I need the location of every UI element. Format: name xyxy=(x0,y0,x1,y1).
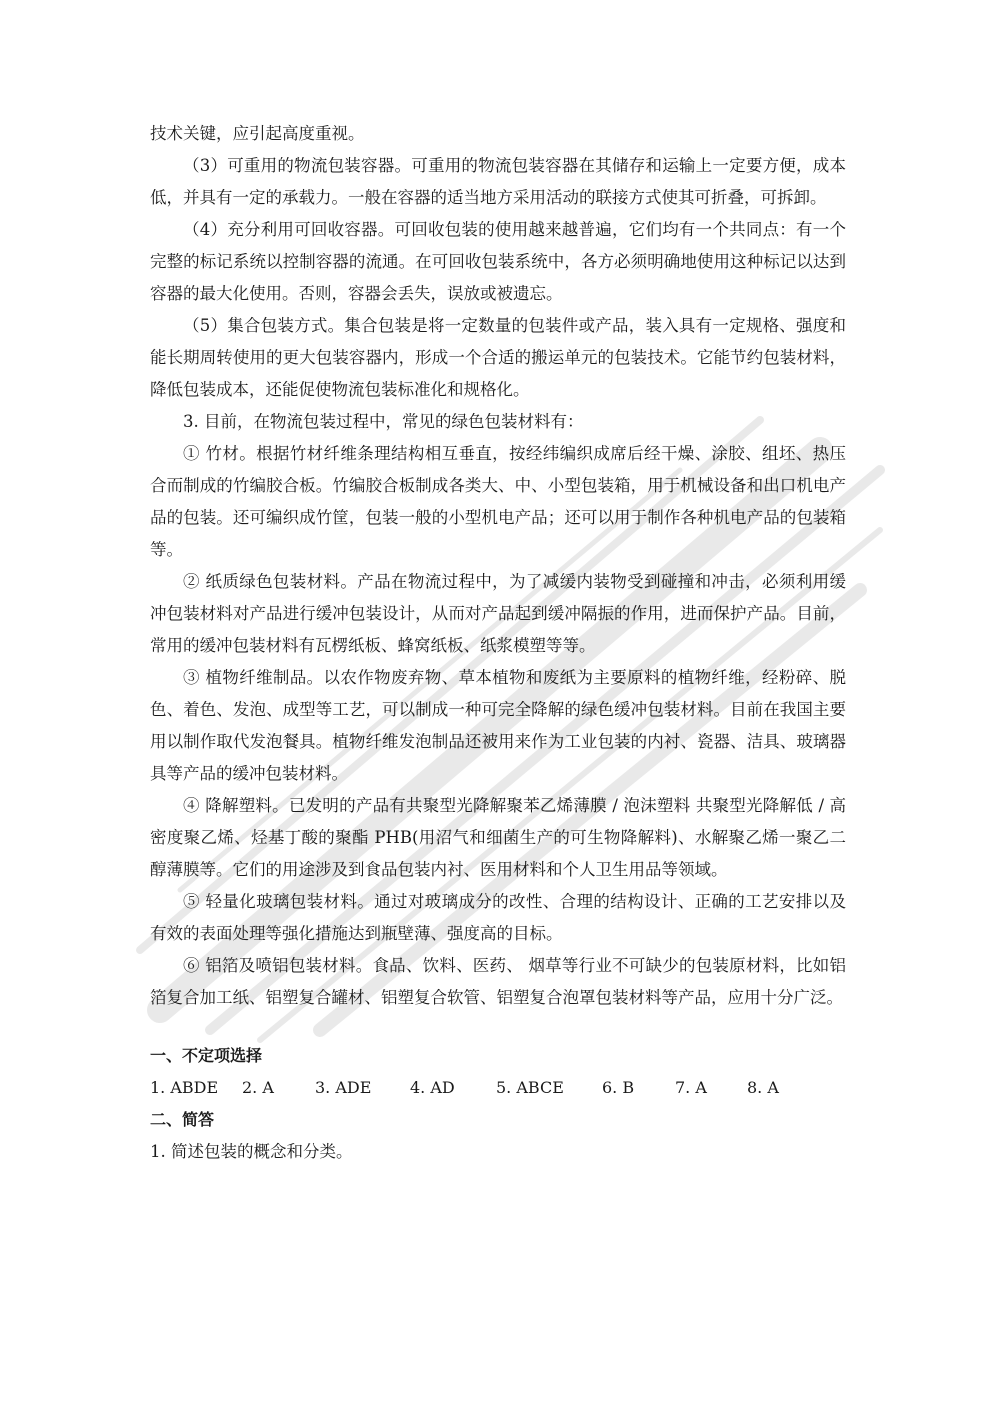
question-text: 1. 简述包装的概念和分类。 xyxy=(150,1142,353,1161)
answer-item: 5. ABCE xyxy=(496,1078,564,1097)
answer-item: 2. A xyxy=(242,1078,274,1097)
paragraph: ④ 降解塑料。已发明的产品有共聚型光降解聚苯乙烯薄膜 / 泡沫塑料 共聚型光降解低 / 高密度聚乙烯、烃基丁酸的聚酯 PHB(用沼气和细菌生产的可生物降解料)、水解聚乙烯一聚乙二醇薄膜等。它们的用途涉及到食品包装内衬、医用材料和个人卫生用品等领域。 xyxy=(150,796,846,879)
answer-item: 3. ADE xyxy=(315,1078,372,1097)
paragraph: 3. 目前，在物流包装过程中，常见的绿色包装材料有： xyxy=(183,412,584,431)
section-title-multiple-choice: 一、不定项选择 xyxy=(150,1046,263,1065)
paragraph: ⑥ 铝箔及喷铝包装材料。食品、饮料、医药、 烟草等行业不可缺少的包装原材料，比如铝箔复合加工纸、铝塑复合罐材、铝塑复合软管、铝塑复合泡罩包装材料等产品，应用十分广泛。 xyxy=(150,956,846,1007)
paragraph: （4）充分利用可回收容器。可回收包装的使用越来越普遍，它们均有一个共同点：有一个完整的标记系统以控制容器的流通。在可回收包装系统中，各方必须明确地使用这种标记以达到容器的最大化使用。否则，容器会丢失，误放或被遗忘。 xyxy=(150,220,846,303)
paragraph: 技术关键，应引起高度重视。 xyxy=(150,124,365,143)
paragraph: ⑤ 轻量化玻璃包装材料。通过对玻璃成分的改性、合理的结构设计、正确的工艺安排以及有效的表面处理等强化措施达到瓶壁薄、强度高的目标。 xyxy=(150,892,846,943)
paragraph-list xyxy=(150,118,846,1014)
answer-item: 7. A xyxy=(675,1078,707,1097)
answer-item: 4. AD xyxy=(410,1078,455,1097)
answer-item: 6. B xyxy=(602,1078,635,1097)
paragraph: ② 纸质绿色包装材料。产品在物流过程中，为了减缓内装物受到碰撞和冲击，必须利用缓冲包装材料对产品进行缓冲包装设计，从而对产品起到缓冲隔振的作用，进而保护产品。目前，常用的缓冲包装材料有瓦楞纸板、蜂窝纸板、纸浆模塑等等。 xyxy=(150,572,846,655)
section-title-short-answer: 二、简答 xyxy=(150,1110,215,1129)
paragraph: ① 竹材。根据竹材纤维条理结构相互垂直，按经纬编织成席后经干燥、涂胶、组坯、热压合而制成的竹编胶合板。竹编胶合板制成各类大、中、小型包装箱，用于机械设备和出口机电产品的包装。还可编织成竹筐，包装一般的小型机电产品；还可以用于制作各种机电产品的包装箱等。 xyxy=(150,444,846,559)
document-body xyxy=(150,118,846,1168)
paragraph: （3）可重用的物流包装容器。可重用的物流包装容器在其储存和运输上一定要方便，成本低，并具有一定的承载力。一般在容器的适当地方采用活动的联接方式使其可折叠，可拆卸。 xyxy=(150,156,846,207)
paragraph: （5）集合包装方式。集合包装是将一定数量的包装件或产品，装入具有一定规格、强度和能长期周转使用的更大包装容器内，形成一个合适的搬运单元的包装技术。它能节约包装材料，降低包装成本，还能促使物流包装标准化和规格化。 xyxy=(150,316,846,399)
answer-key-row xyxy=(150,1072,846,1104)
answer-item: 1. ABDE xyxy=(150,1078,219,1097)
paragraph: ③ 植物纤维制品。以农作物废弃物、草本植物和废纸为主要原料的植物纤维，经粉碎、脱色、着色、发泡、成型等工艺，可以制成一种可完全降解的绿色缓冲包装材料。目前在我国主要用以制作取代发泡餐具。植物纤维发泡制品还被用来作为工业包装的内衬、瓷器、洁具、玻璃器具等产品的缓冲包装材料。 xyxy=(150,668,846,783)
answer-item: 8. A xyxy=(747,1078,779,1097)
